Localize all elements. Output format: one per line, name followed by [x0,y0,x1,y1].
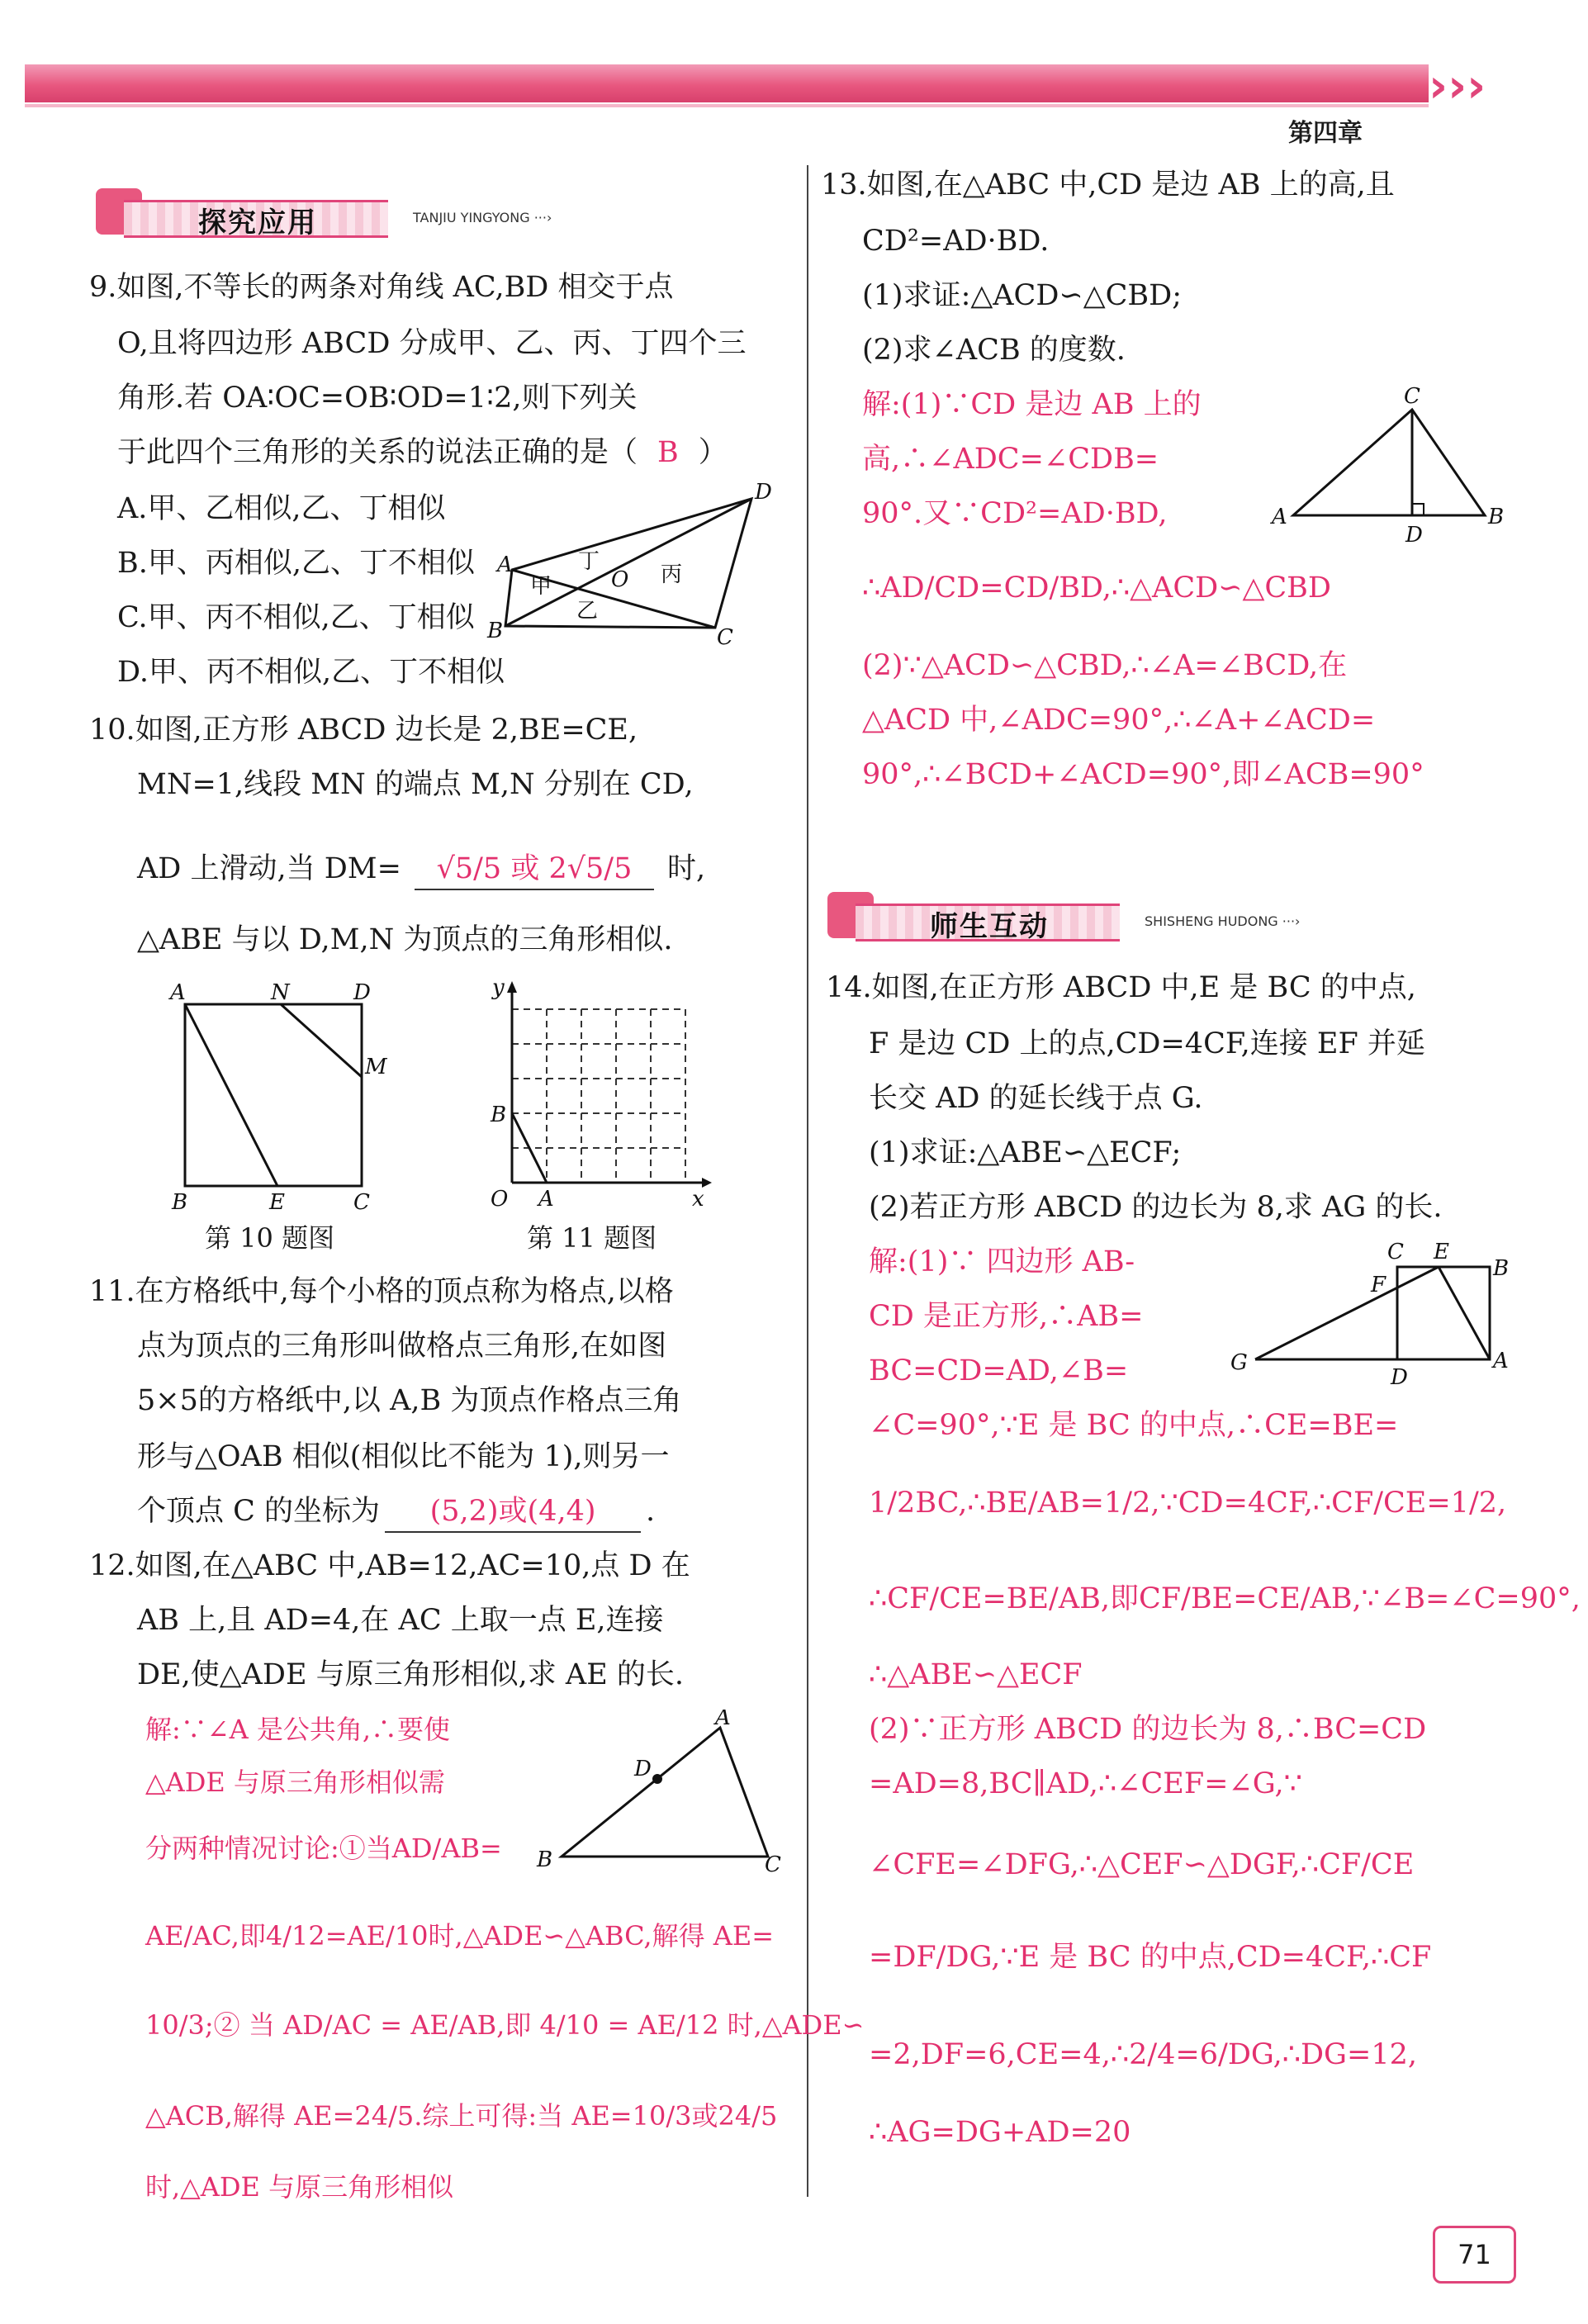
q14-label-f: F [1371,1273,1387,1297]
q12-label-c: C [765,1852,781,1875]
q9-option-d: D.甲、丙不相似,乙、丁不相似 [117,656,505,689]
q12-label-a: A [715,1710,731,1730]
q9-label-yi: 乙 [576,599,599,624]
q11-label-y: y [492,975,505,1000]
q12-label-d: D [634,1757,652,1781]
q9-option-a: A.甲、乙相似,乙、丁相似 [117,492,446,525]
q12-label-b: B [537,1847,553,1872]
q13-label-d: D [1405,523,1423,545]
q14-line-4: (1)求证:△ABE∽△ECF; [869,1136,1182,1169]
q13-solution-5: (2)∵△ACD∽△CBD,∴∠A=∠BCD,在 [862,649,1348,682]
q10-label-e: E [269,1190,285,1215]
q13-solution-7: 90°,∴∠BCD+∠ACD=90°,即∠ACB=90° [862,758,1424,791]
q9-label-jia: 甲 [530,574,552,599]
q11-label-b: B [491,1103,507,1127]
q9-label-bing: 丙 [661,562,683,587]
section-header-explore [66,188,644,241]
q9-label-c: C [717,625,733,650]
q10-label-c: C [353,1190,370,1215]
q12-solution-2: △ADE 与原三角形相似需 [145,1767,445,1798]
q13-label-a: A [1272,505,1287,529]
q14-solution-2: CD 是正方形,∴AB= [869,1300,1144,1333]
q10-line-1: 10.如图,正方形 ABCD 边长是 2,BE=CE, [89,714,638,747]
q11-line-3: 5×5的方格纸中,以 A,B 为顶点作格点三角 [137,1384,682,1417]
q14-solution-10: ∠CFE=∠DFG,∴△CEF∽△DGF,∴CF/CE [869,1848,1415,1881]
q13-figure [1263,380,1536,545]
q11-caption: 第 11 题图 [527,1222,657,1254]
q12-line-3: DE,使△ADE 与原三角形相似,求 AE 的长. [137,1658,684,1691]
q10-caption: 第 10 题图 [205,1222,335,1254]
q10-line-2: MN=1,线段 MN 的端点 M,N 分别在 CD, [137,768,694,801]
q9-label-d: D [755,480,772,505]
q14-solution-6: ∴CF/CE=BE/AB,即CF/BE=CE/AB,∵∠B=∠C=90°, [869,1582,1581,1615]
q10-label-b: B [172,1190,188,1215]
q14-line-1: 14.如图,在正方形 ABCD 中,E 是 BC 的中点, [826,971,1416,1004]
q11-label-o: O [491,1187,509,1212]
q11-label-x: x [692,1187,704,1212]
q14-line-3: 长交 AD 的延长线于点 G. [869,1082,1203,1115]
q14-label-d: D [1391,1365,1408,1390]
q10-label-n: N [271,980,290,1005]
q13-solution-1: 解:(1)∵CD 是边 AB 上的 [862,388,1202,421]
q9-line-2: O,且将四边形 ABCD 分成甲、乙、丙、丁四个三 [117,327,747,360]
page-number: 71 [1433,2226,1516,2284]
q13-line-4: (2)求∠ACB 的度数. [862,334,1126,367]
q9-label-b: B [487,619,504,643]
q10-label-a: A [170,980,186,1005]
q12-figure [529,1710,793,1875]
q14-solution-4: ∠C=90°,∵E 是 BC 的中点,∴CE=BE= [869,1409,1399,1442]
q14-line-2: F 是边 CD 上的点,CD=4CF,连接 EF 并延 [869,1027,1425,1060]
q11-figure [479,975,727,1222]
q11-line-5: 个顶点 C 的坐标为 (5,2)或(4,4) . [137,1492,655,1533]
q12-solution-1: 解:∵∠A 是公共角,∴要使 [145,1714,451,1745]
q11-answer: (5,2)或(4,4) [385,1492,641,1533]
q10-line-4: △ABE 与以 D,M,N 为顶点的三角形相似. [137,923,673,956]
q13-solution-3: 90°.又∵CD²=AD·BD, [862,497,1168,530]
q11-label-a: A [538,1187,554,1212]
q13-label-c: C [1404,384,1420,409]
column-divider [807,165,808,2197]
q12-solution-7: 时,△ADE 与原三角形相似 [145,2171,454,2203]
q10-label-d: D [353,980,371,1005]
q11-line-2: 点为顶点的三角形叫做格点三角形,在如图 [137,1330,667,1363]
q14-solution-5: 1/2BC,∴BE/AB=1/2,∵CD=4CF,∴CF/CE=1/2, [869,1487,1507,1520]
q9-line-1: 9.如图,不等长的两条对角线 AC,BD 相交于点 [89,271,674,304]
section-title: 探究应用 [198,206,317,240]
section-header-interact [798,892,1376,945]
q12-line-2: AB 上,且 AD=4,在 AC 上取一点 E,连接 [137,1604,664,1637]
section-subtitle: TANJIU YINGYONG ···› [413,210,552,225]
q13-solution-2: 高,∴∠ADC=∠CDB= [862,443,1159,476]
q12-solution-5: 10/3;② 当 AD/AC = AE/AB,即 4/10 = AE/12 时,△ADE∽ [145,2009,865,2041]
q11-line-1: 11.在方格纸中,每个小格的顶点称为格点,以格 [89,1275,674,1308]
q14-solution-1: 解:(1)∵ 四边形 AB- [869,1245,1135,1278]
q10-figure [157,975,405,1222]
q14-label-a: A [1493,1349,1509,1373]
q14-label-e: E [1434,1240,1449,1264]
q10-line-3: AD 上滑动,当 DM= √5/5 或 2√5/5 时, [137,849,705,890]
q11-line-4: 形与△OAB 相似(相似比不能为 1),则另一 [137,1440,670,1473]
q14-solution-12: =2,DF=6,CE=4,∴2/4=6/DG,∴DG=12, [869,2038,1417,2071]
section-title: 师生互动 [930,910,1049,943]
q9-option-b: B.甲、丙相似,乙、丁不相似 [117,547,475,580]
q14-label-g: G [1230,1350,1248,1375]
q9-answer: B [657,436,679,469]
q14-solution-11: =DF/DG,∵E 是 BC 的中点,CD=4CF,∴CF [869,1941,1432,1974]
q12-line-1: 12.如图,在△ABC 中,AB=12,AC=10,点 D 在 [89,1549,690,1582]
q9-label-ding: 丁 [578,549,600,574]
q14-figure [1222,1231,1519,1396]
chapter-label: 第四章 [1288,119,1363,148]
q14-solution-9: =AD=8,BC∥AD,∴∠CEF=∠G,∵ [869,1767,1302,1800]
q14-line-5: (2)若正方形 ABCD 的边长为 8,求 AG 的长. [869,1191,1443,1224]
header-band [25,64,1429,102]
q9-label-a: A [497,553,513,577]
q14-solution-3: BC=CD=AD,∠B= [869,1354,1129,1387]
q9-line-3: 角形.若 OA∶OC=OB∶OD=1∶2,则下列关 [117,382,638,415]
q12-solution-4: AE/AC,即4/12=AE/10时,△ADE∽△ABC,解得 AE= [145,1920,775,1952]
q9-line-4: 于此四个三角形的关系的说法正确的是（ B ） [117,436,728,469]
q14-label-b: B [1493,1256,1510,1281]
header-band-line [25,104,1429,107]
q14-solution-13: ∴AG=DG+AD=20 [869,2116,1131,2149]
q13-solution-4: ∴AD/CD=CD/BD,∴△ACD∽△CBD [862,572,1331,605]
q9-option-c: C.甲、丙不相似,乙、丁相似 [117,601,475,634]
q14-label-c: C [1387,1240,1404,1264]
q13-solution-6: △ACD 中,∠ADC=90°,∴∠A+∠ACD= [862,704,1376,737]
q14-solution-7: ∴△ABE∽△ECF [869,1658,1083,1691]
q9-label-o: O [611,567,629,592]
q14-solution-8: (2)∵正方形 ABCD 的边长为 8,∴BC=CD [869,1713,1427,1746]
q9-figure [479,479,793,652]
q10-answer: √5/5 或 2√5/5 [415,849,654,890]
q12-solution-6: △ACB,解得 AE=24/5.综上可得:当 AE=10/3或24/5 [145,2100,778,2132]
q13-line-2: CD²=AD·BD. [862,225,1050,258]
section-subtitle: SHISHENG HUDONG ···› [1145,913,1301,929]
q13-line-3: (1)求证:△ACD∽△CBD; [862,279,1182,312]
q13-label-b: B [1488,505,1505,529]
q12-solution-3: 分两种情况讨论:①当AD/AB= [145,1833,502,1864]
q13-line-1: 13.如图,在△ABC 中,CD 是边 AB 上的高,且 [821,168,1395,202]
chevron-right-icon: ››› [1429,59,1486,113]
q10-label-m: M [365,1055,387,1079]
